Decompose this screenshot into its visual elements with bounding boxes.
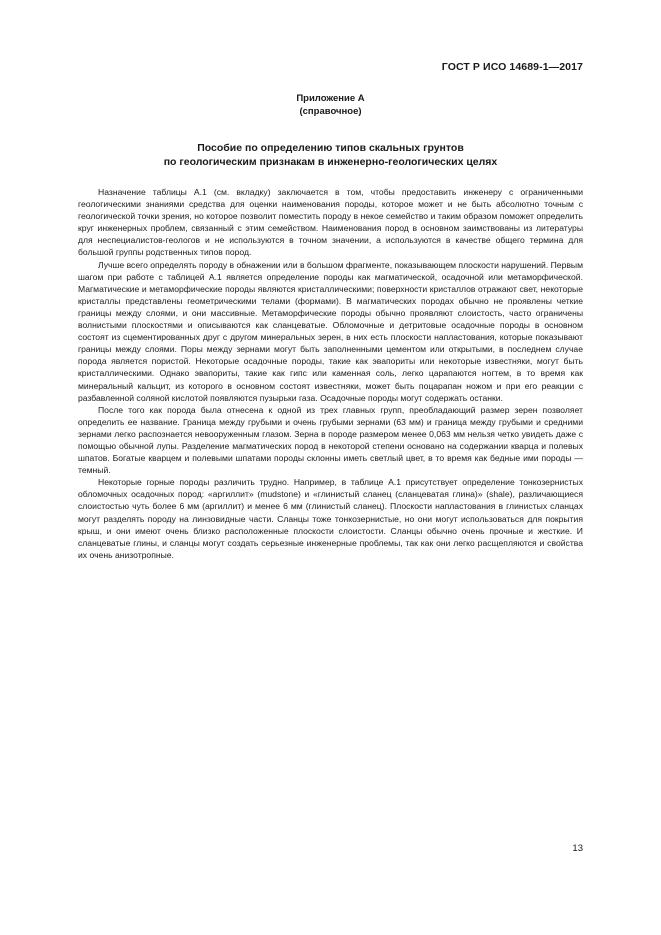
page-number: 13 (572, 843, 583, 854)
document-title-line-2: по геологическим признакам в инженерно-геологических целях (163, 156, 498, 168)
annex-title: Приложение А (296, 93, 365, 104)
document-title (0, 141, 661, 169)
standard-designation: ГОСТ Р ИСО 14689-1—2017 (441, 61, 583, 73)
paragraph: Лучше всего определять породу в обнажении или в большом фрагменте, показывающем плоскости нарушений. Первым шагом при работе с таблицей А.1 является определение породы как магматической, осадочной или метаморфической. Магматические и метаморфические породы являются кристаллическими; поверхности кристаллов отражают свет, некоторые кристаллы представлены геометрическими телами (формами). В магматических породах обычно не проявлены четкие границы между слоями, и они массивные. Метаморфические породы обычно проявляют слоистость, часто ограничены волнистыми плоскостями и описываются как сланцеватые. Обломочные и детритовые осадочные породы в основном состоят из сцементированных друг с другом минеральных зерен, в них есть плоскости напластования, которые показывают границы между слоями. Поры между зернами могут быть заполненными цементом или открытыми, в последнем случае порода является пористой. Некоторые осадочные породы, такие как эвапориты или некоторые известняки, могут быть кристаллическими. Однако эвапориты, такие как гипс или каменная соль, легко царапаются ногтем, в то время как минеральный кальцит, из которого в основном состоят известняки, может быть поцарапан ножом и при его реакции с разбавленной соляной кислотой появляются пузырьки газа. Осадочные породы могут содержать останки. (78, 259, 583, 403)
paragraph: Некоторые горные породы различить трудно. Например, в таблице А.1 присутствует определение тонкозернистых обломочных осадочных пород: «аргиллит» (mudstone) и «глинистый сланец (сланцеватая глина)» (shale), различающиеся слоистостью чуть более 6 мм (аргиллит) и менее 6 мм (глинистый сланец). Плоскости напластования в глинистых сланцах могут разделять породу на линзовидные части. Сланцы тоже тонкозернистые, но они могут использоваться для покрытия крыш, и они имеют очень близко расположенные плоскости слоистости. Сланцы обычно очень прочные и жесткие. И сланцеватые глины, и сланцы могут создать серьезные инженерные проблемы, так как они легко расщепляются и свойства их очень анизотропные. (78, 477, 583, 560)
body-text (78, 186, 583, 561)
paragraph: Назначение таблицы А.1 (см. вкладку) заключается в том, чтобы предоставить инженеру с ограниченными геологическими знаниями средства для оценки наименования породы, которое может и не быть абсолютно точным с геологической точки зрения, но которое позволит поместить породу в некое семейство и таким образом поможет определить круг инженерных проблем, связанный с этим семейством. Наименования пород в основном заимствованы из литературы для неспециалистов-геологов и не используются в точном значении, а используются в качестве общего термина для большой группы родственных типов пород. (78, 187, 583, 258)
paragraph: После того как порода была отнесена к одной из трех главных групп, преобладающий размер зерен позволяет определить ее название. Граница между грубыми и очень грубыми зернами (63 мм) и граница между грубыми и средними зернами легко распознается невооруженным глазом. Зерна в породе размером менее 0,063 мм нельзя четко увидеть даже с помощью обычной лупы. Разделение магматических пород в некоторой степени основано на содержании кварца и полевых шпатов. Богатые кварцем и полевыми шпатами породы склонны иметь светлый цвет, в то время как бедные ими породы — темный. (78, 404, 583, 476)
annex-subtitle: (справочное) (299, 106, 362, 117)
annex-heading (0, 92, 661, 118)
document-title-line-1: Пособие по определению типов скальных грунтов (197, 142, 464, 154)
